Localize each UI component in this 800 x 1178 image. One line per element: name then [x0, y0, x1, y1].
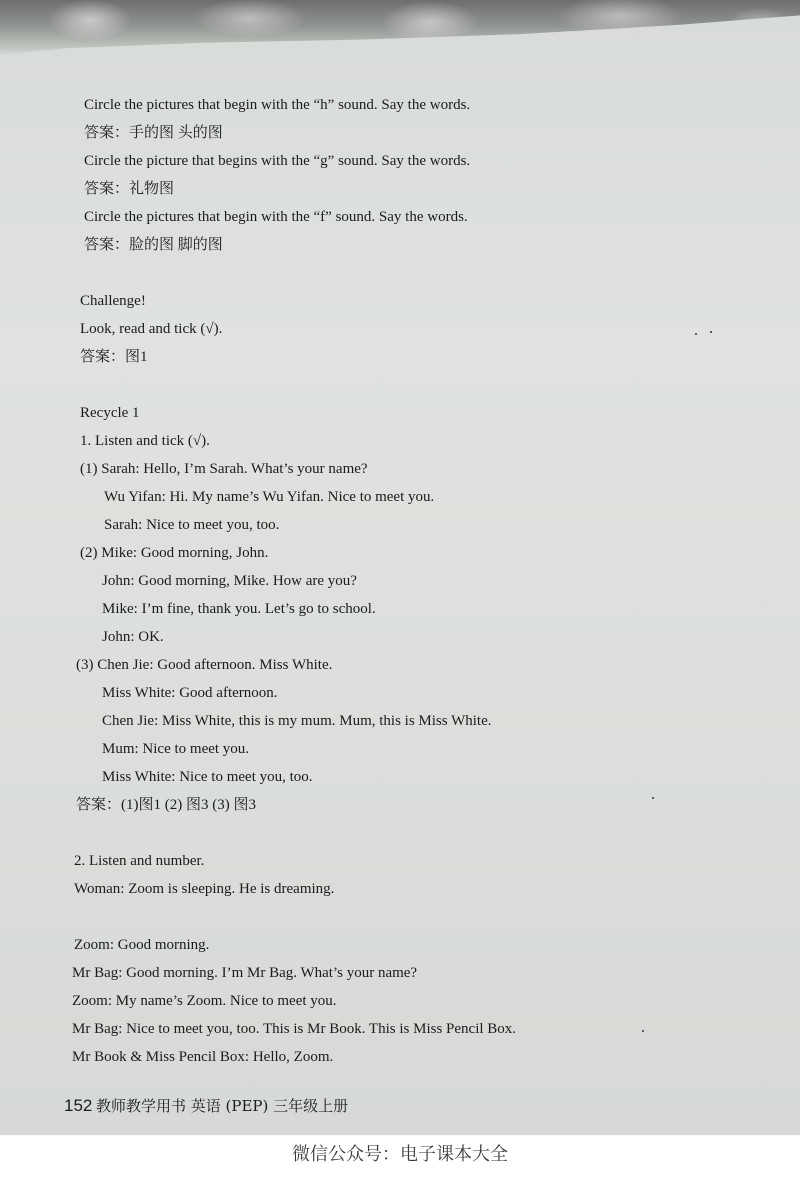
dialogue-line: Mr Bag: Nice to meet you, too. This is Mr Book. This is Miss Pencil Box. — [72, 1021, 517, 1037]
dialogue-line: Miss White: Good afternoon. — [102, 685, 278, 701]
dialogue-line: Chen Jie: Miss White, this is my mum. Mum, this is Miss White. — [102, 713, 492, 729]
dialogue-line: (3) Chen Jie: Good afternoon. Miss White. — [76, 657, 333, 673]
challenge-answer: 答案：图1 — [80, 349, 148, 365]
dialogue-line: Mum: Nice to meet you. — [102, 741, 250, 757]
dialogue-line: Zoom: My name’s Zoom. Nice to meet you. — [72, 993, 337, 1009]
dialogue-line: Miss White: Nice to meet you, too. — [102, 769, 313, 785]
dialogue-line: Sarah: Nice to meet you, too. — [104, 517, 280, 533]
page-number: 152 — [64, 1096, 93, 1115]
instruction-f-sound: Circle the pictures that begin with the “f” sound. Say the words. — [84, 209, 468, 225]
exercise-1-answer: 答案：(1)图1 (2) 图3 (3) 图3 — [76, 797, 256, 813]
dialogue-line: Mr Bag: Good morning. I’m Mr Bag. What’s your name? — [72, 965, 418, 981]
speck — [710, 331, 712, 333]
answer-f-sound: 答案：脸的图 脚的图 — [84, 237, 223, 253]
dialogue-line: Zoom: Good morning. — [74, 937, 210, 953]
dialogue-line: Mr Book & Miss Pencil Box: Hello, Zoom. — [72, 1049, 334, 1065]
exercise-2-title: 2. Listen and number. — [74, 853, 205, 869]
watermark-text: 微信公众号：电子课本大全 — [292, 1144, 508, 1165]
challenge-heading: Challenge! — [80, 293, 146, 309]
instruction-h-sound: Circle the pictures that begin with the “h” sound. Say the words. — [84, 97, 471, 113]
recycle-heading: Recycle 1 — [80, 405, 140, 421]
dialogue-line: (1) Sarah: Hello, I’m Sarah. What’s your name? — [80, 461, 368, 477]
answer-g-sound: 答案：礼物图 — [84, 181, 175, 197]
exercise-1-title: 1. Listen and tick (√). — [80, 433, 210, 449]
dialogue-line: (2) Mike: Good morning, John. — [80, 545, 269, 561]
dialogue-line: John: OK. — [102, 629, 164, 645]
speck — [652, 797, 654, 799]
dialogue-line: Mike: I’m fine, thank you. Let’s go to school. — [102, 601, 376, 617]
dialogue-line: Wu Yifan: Hi. My name’s Wu Yifan. Nice to meet you. — [104, 489, 435, 505]
instruction-g-sound: Circle the picture that begins with the “g” sound. Say the words. — [84, 153, 471, 169]
dialogue-line: John: Good morning, Mike. How are you? — [102, 573, 357, 589]
decorative-header-banner — [0, 0, 800, 55]
book-title-footer: 教师教学用书 英语 (PEP) 三年级上册 — [96, 1097, 349, 1115]
answer-h-sound: 答案：手的图 头的图 — [84, 125, 223, 141]
speck — [695, 333, 697, 335]
dialogue-line: Woman: Zoom is sleeping. He is dreaming. — [74, 881, 335, 897]
challenge-instruction: Look, read and tick (√). — [80, 321, 223, 337]
speck — [642, 1030, 644, 1032]
